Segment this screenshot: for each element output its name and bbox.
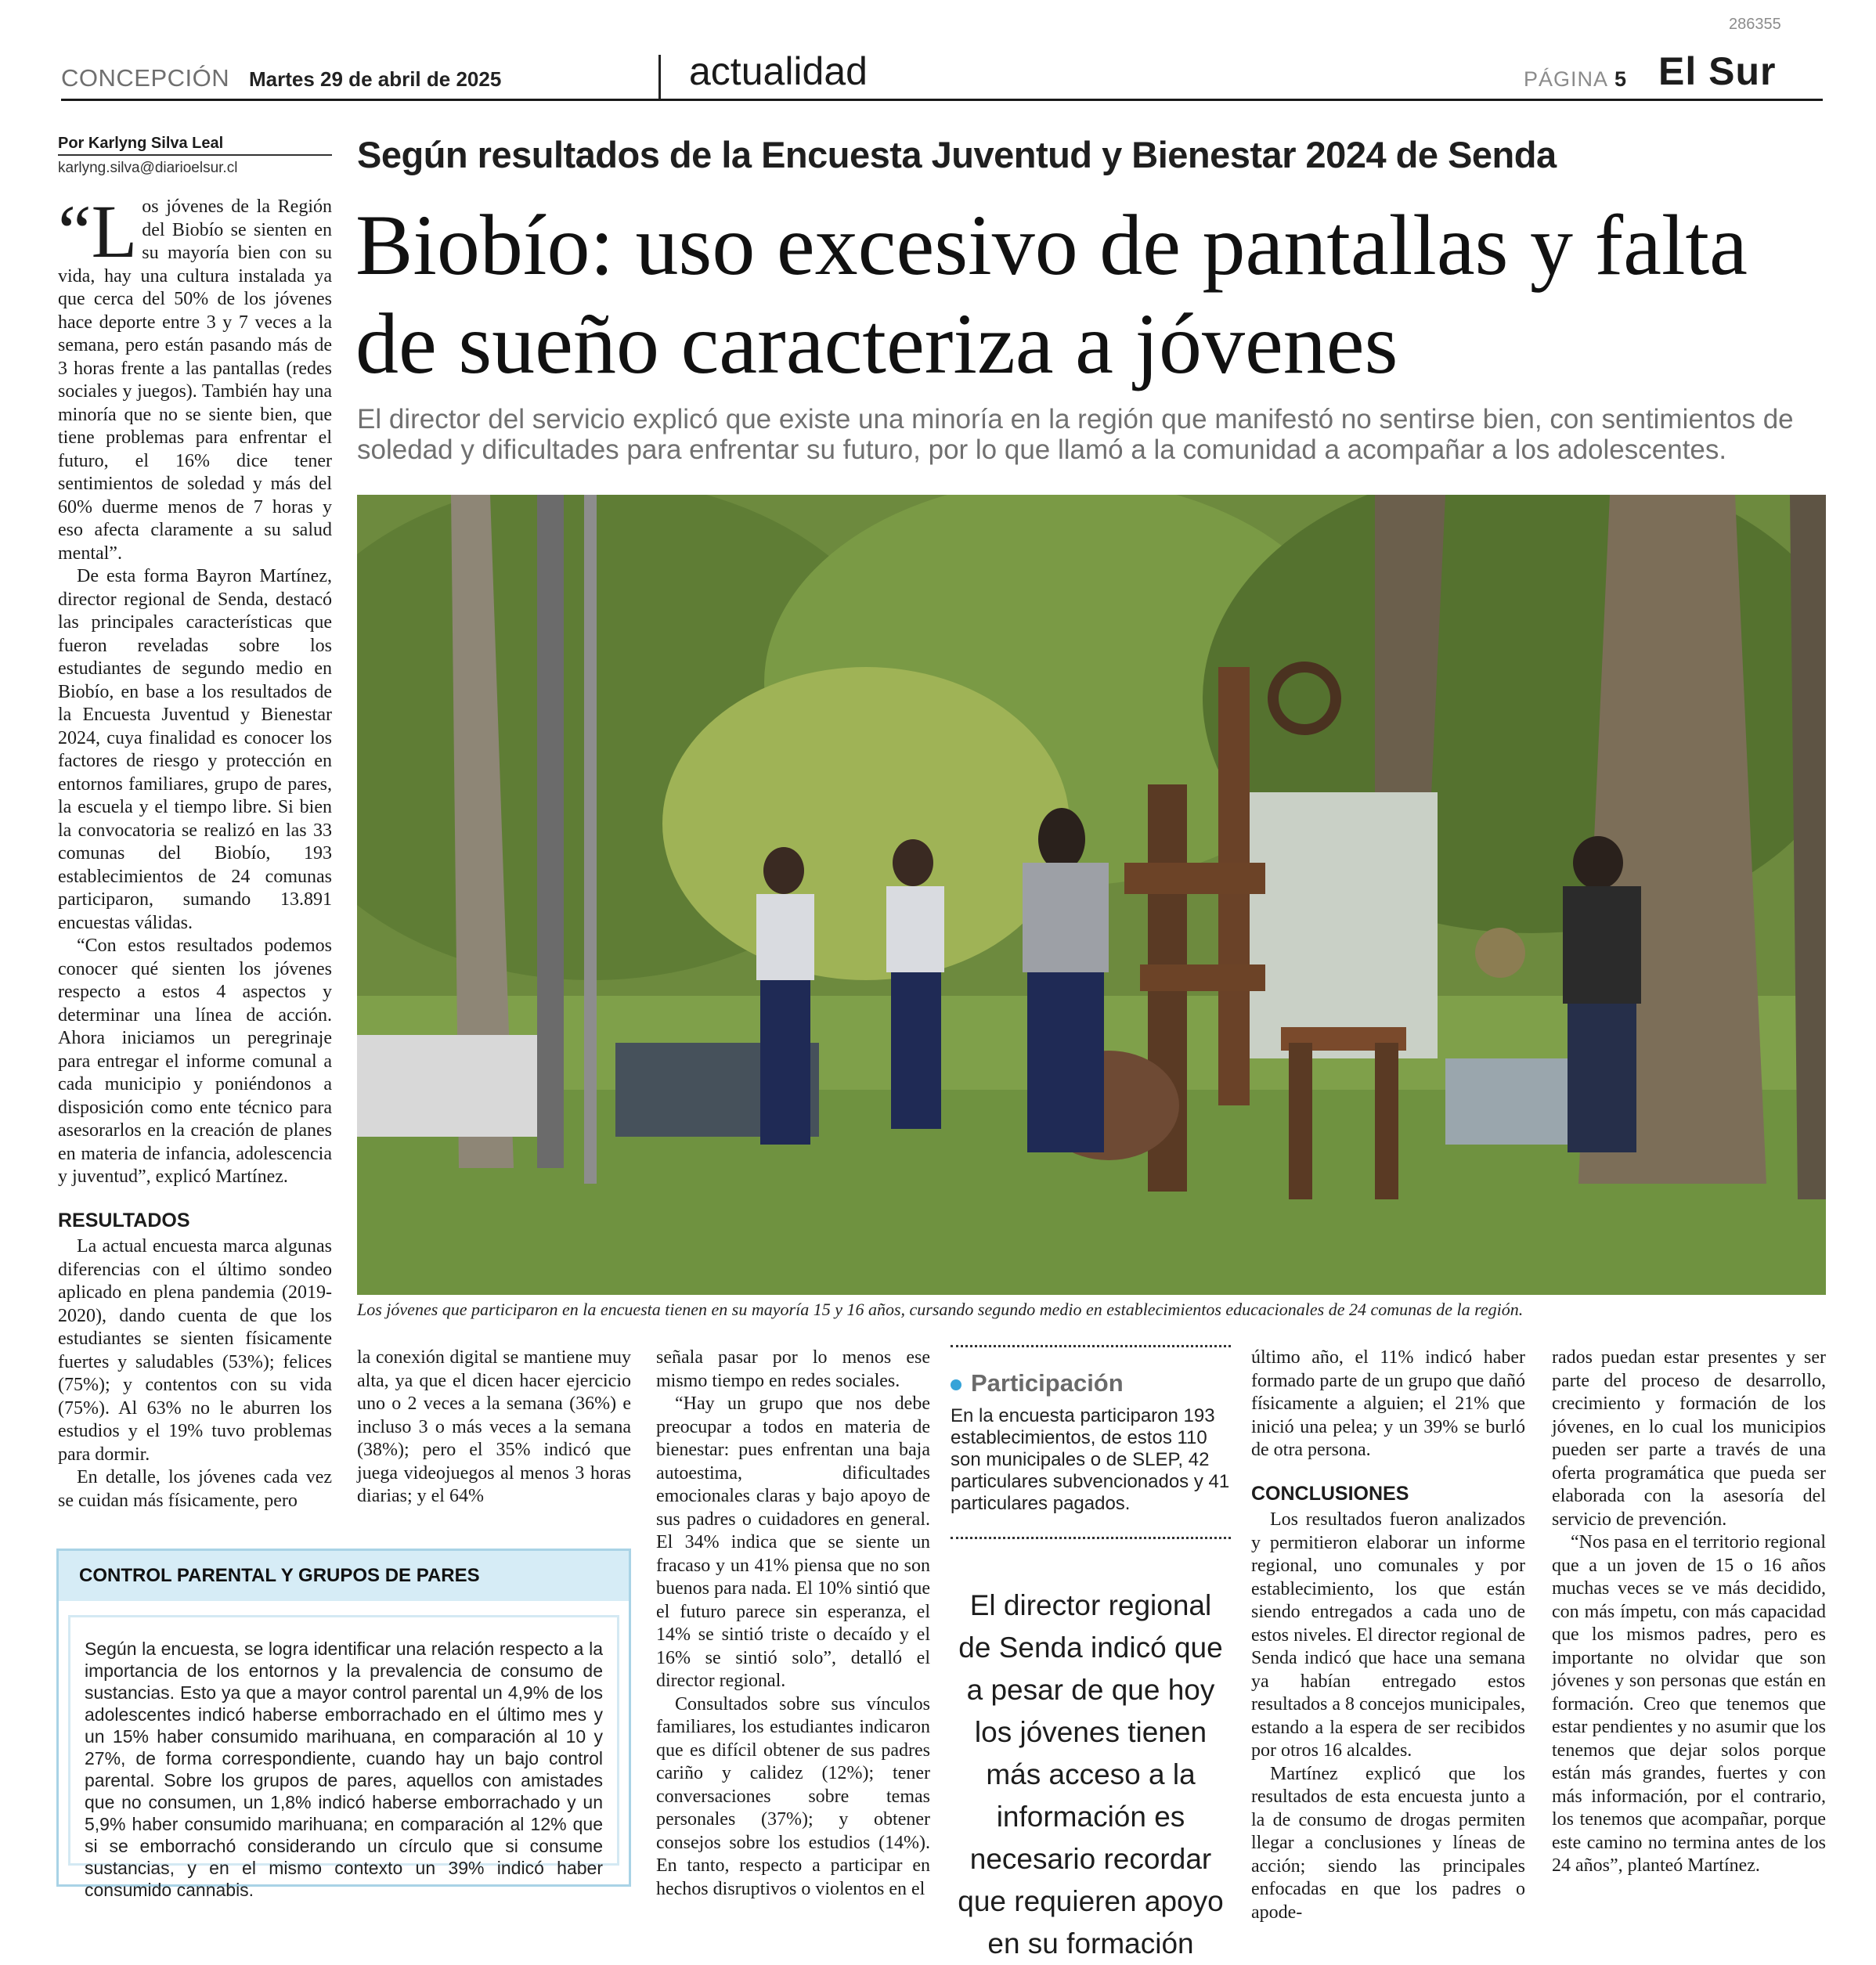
bullet-dot-icon	[951, 1379, 961, 1390]
paragraph: Consultados sobre sus vínculos familiares, los estudiantes indicaron que es difícil obtener de sus padres cariño y calidez (12%); tener conversaciones sobre temas personales (37%); y obtener consejos sobre los estudios (14%). En tanto, respecto a participar en hechos disruptivos o violentos en el	[656, 1693, 930, 1899]
byline-rule	[58, 154, 332, 156]
sidebar-box	[56, 1549, 631, 1900]
article-column-5	[1251, 1347, 1525, 1924]
page-label: PÁGINA	[1524, 67, 1609, 91]
subhead-conclusiones: CONCLUSIONES	[1251, 1482, 1409, 1505]
article-column-1	[58, 189, 332, 1513]
paragraph: Martínez explicó que los resultados de esta encuesta junto a la de consumo de drogas permiten llegar a conclusiones y líneas de acción; siendo las principales enfocadas en que los padres o apode-	[1251, 1763, 1525, 1923]
article-column-2	[357, 1347, 631, 1509]
page-number: 5	[1614, 67, 1627, 91]
park-scene-illustration	[357, 495, 1826, 1295]
article-dek: El director del servicio explicó que existe una minoría en la región que manifestó no sentirse bien, con sentimientos de soledad y dificultades para enfrentar su futuro, por lo que llamó a la comunidad a acompañar a los adolescentes.	[357, 404, 1794, 465]
info-column	[951, 1345, 1231, 1965]
paragraph: la conexión digital se mantiene muy alta, ya que el dicen hacer ejercicio uno o 2 veces a la semana (36%) e incluso 3 o más veces a la semana (38%); pero el 35% indicó que juega videojuegos al menos 3 horas diarias; y el 64%	[357, 1347, 631, 1506]
article-headline: Biobío: uso excesivo de pantallas y falta de sueño caracteriza a jóvenes	[355, 197, 1748, 391]
article-column-6	[1552, 1347, 1826, 1878]
drop-cap: “L	[58, 189, 138, 273]
section-title: actualidad	[689, 49, 868, 93]
header-date: Martes 29 de abril de 2025	[249, 67, 502, 91]
sidebar-box-title: CONTROL PARENTAL Y GRUPOS DE PARES	[59, 1551, 629, 1601]
lead-paragraph	[58, 189, 332, 565]
byline-email: karlyng.silva@diarioelsur.cl	[58, 160, 238, 176]
header-city: CONCEPCIÓN	[61, 64, 230, 92]
subhead-resultados: RESULTADOS	[58, 1209, 190, 1231]
sidebar-box-body: Según la encuesta, se logra identificar una relación respecto a la importancia de los entornos y la prevalencia de consumo de sustancias. Esto ya que a mayor control parental un 4,9% de los adolescentes indicó haberse emborrachado en el último mes y un 15% haber consumido marihuana, en comparación al 10 y 27%, de forma correspondiente, cuando hay un bajo control parental. Sobre los grupos de pares, aquellos con amistades que no consumen, un 1,8% indicó haberse emborrachado y un 5,9% haber consumido marihuana; en comparación al 12% que si se emborrachó considerando un círculo que si consume sustancias, y en el mismo contexto un 39% indicó haber consumido cannabis.	[68, 1615, 619, 1866]
article-photo	[357, 495, 1826, 1295]
paragraph: rados puedan estar presentes y ser parte del proceso de desarrollo, crecimiento y formación de los jóvenes, en lo cual los municipios pueden ser parte a través de una oferta programática que pueda ser elaborada con la asesoría del servicio de prevención.	[1552, 1347, 1826, 1530]
article-kicker: Según resultados de la Encuesta Juventud y Bienestar 2024 de Senda	[357, 134, 1557, 175]
byline-author: Por Karlyng Silva Leal	[58, 135, 224, 152]
participacion-title: Participación	[951, 1369, 1231, 1397]
paragraph: “Nos pasa en el territorio regional que a un joven de 15 o 16 años muchas veces se ve más decidido, con más ímpetu, con más capacidad que los mismos padres, pero es importante no olvidar que son jóvenes y son personas que están en formación. Creo que tenemos que estar pendientes y no asumir que los tenemos que dejar solos porque están más grandes, fuertes y con más información, por el contrario, los tenemos que acompañar, porque este camino no termina antes de los 24 años”, planteó Martínez.	[1552, 1532, 1826, 1876]
article-column-3	[656, 1347, 930, 1901]
paragraph: De esta forma Bayron Martínez, director regional de Senda, destacó las principales características que fueron reveladas sobre los estudiantes de segundo medio en Biobío, en base a los resultados de la Encuesta Juventud y Bienestar 2024, cuya finalidad es conocer los factores de riesgo y protección en entornos familiares, grupo de pares, la escuela y el tiempo libre. Si bien la convocatoria se realizó en las 33 comunas del Biobío, 193 establecimientos de 24 comunas participaron, sumando 13.891 encuestas válidas.	[58, 566, 332, 933]
lead-text: os jóvenes de la Región del Biobío se sienten en su mayoría bien con su vida, hay una cultura instalada ya que cerca del 50% de los jóvenes hace deporte entre 3 y 7 veces a la semana, pero están pasando más de 3 horas frente a las pantallas (redes sociales y juegos). También hay una minoría que no se siente bien, que tiene problemas para enfrentar el futuro, el 16% dice tener sentimientos de soledad y más del 60% duerme menos de 7 horas y eso afecta claramente a su salud mental”.	[58, 196, 332, 564]
header-rule	[61, 99, 1823, 101]
paragraph: En detalle, los jóvenes cada vez se cuidan más físicamente, pero	[58, 1467, 332, 1511]
paragraph: último año, el 11% indicó haber formado parte de un grupo que dañó físicamente a alguien; el 21% que inició una pelea; y un 39% se burló de otra persona.	[1251, 1347, 1525, 1460]
participacion-body: En la encuesta participaron 193 establecimientos, de estos 110 son municipales o de SLEP, 42 particulares subvencionados y 41 particulares pagados.	[951, 1405, 1230, 1514]
paragraph: Los resultados fueron analizados y permitieron elaborar un informe regional, uno comunales y por establecimiento, los que están siendo entregados a cada uno de estos niveles. El director regional de Senda indicó que hace una semana ya habían entregado estos resultados a 8 concejos municipales, estando a la espera de ser recibidos por otros 16 alcaldes.	[1251, 1509, 1525, 1761]
folio-number: 286355	[1729, 16, 1781, 33]
pull-quote: El director regional de Senda indicó que a pesar de que hoy los jóvenes tienen más acceso a la información es necesario recordar que requieren apoyo en su formación	[958, 1589, 1224, 1960]
paragraph: “Con estos resultados podemos conocer qué sienten los jóvenes respecto a estos 4 aspectos y determinar una línea de acción. Ahora iniciamos un peregrinaje para entregar el informe comunal a cada municipio y poniéndonos a disposición como ente técnico para asesorarlos en la creación de planes en materia de infancia, adolescencia y juventud”, explicó Martínez.	[58, 936, 332, 1187]
newspaper-logo: El Sur	[1658, 49, 1777, 93]
paragraph: La actual encuesta marca algunas diferencias con el último sondeo aplicado en plena pandemia (2019-2020), dando cuenta de que los estudiantes se sienten físicamente fuertes y saludables (53%); felices (75%); y contentos con su vida (75%). Al 63% no le aburren los estudios y el 19% tuvo problemas para dormir.	[58, 1236, 332, 1465]
photo-caption: Los jóvenes que participaron en la encuesta tienen en su mayoría 15 y 16 años, cursando segundo medio en establecimientos educacionales de 24 comunas de la región.	[357, 1300, 1524, 1319]
header-divider	[658, 55, 661, 100]
dotted-rule-top	[951, 1345, 1231, 1347]
paragraph: “Hay un grupo que nos debe preocupar a todos en materia de bienestar: pues enfrentan una baja autoestima, dificultades emocionales claras y bajo apoyo de sus padres o cuidadores en general. El 34% indica que se siente un fracaso y un 41% piensa que no son buenos para nada. El 10% sintió que el futuro parece sin esperanza, el 14% se sintió triste o decaído y el 16% se sintió solo”, detalló el director regional.	[656, 1394, 930, 1691]
dotted-rule-bottom	[951, 1537, 1231, 1539]
paragraph: señala pasar por lo menos ese mismo tiempo en redes sociales.	[656, 1347, 930, 1391]
